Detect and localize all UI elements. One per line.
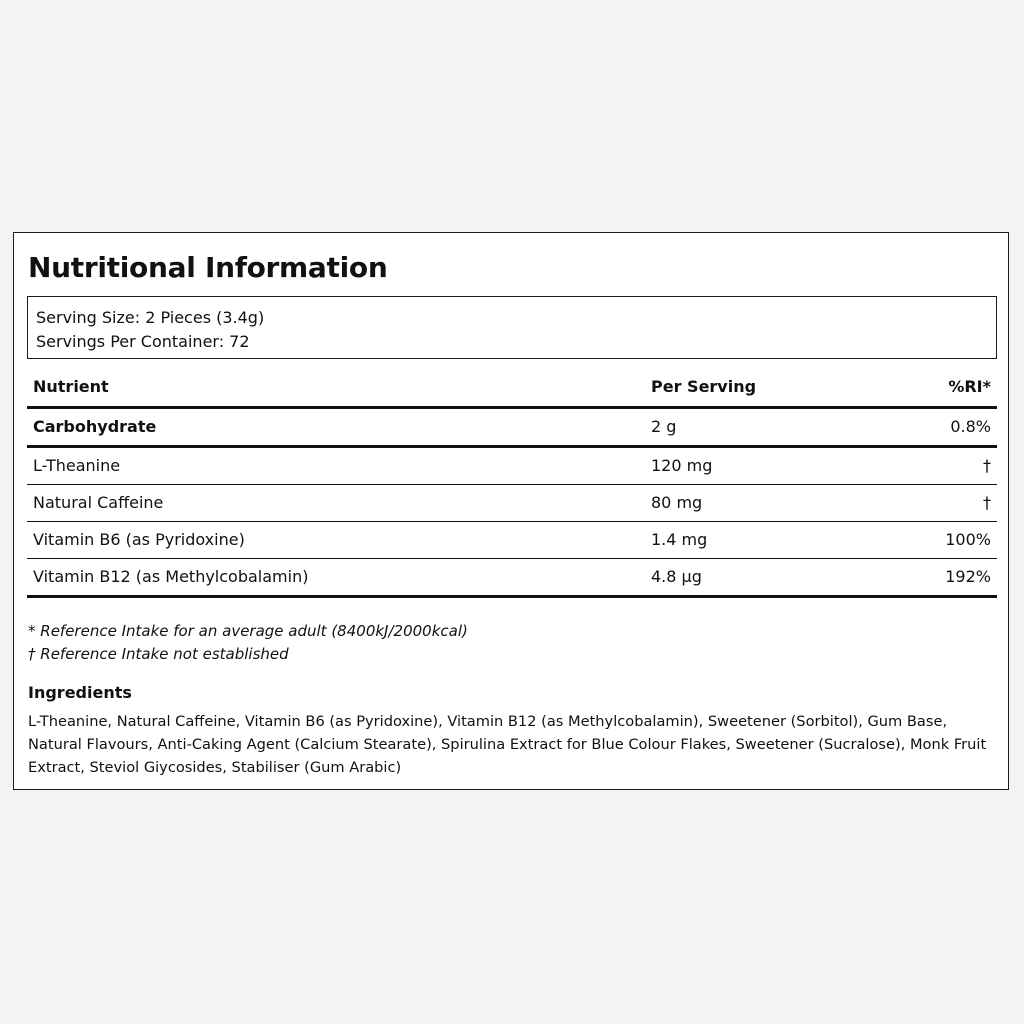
serving-size: Serving Size: 2 Pieces (3.4g) <box>36 308 265 327</box>
nutrient-ri: † <box>983 493 991 512</box>
footnotes <box>28 620 468 666</box>
nutrient-amount: 2 g <box>651 417 677 436</box>
nutrient-table <box>27 368 997 598</box>
page-title: Nutritional Information <box>28 251 388 284</box>
footnote-not-established: † Reference Intake not established <box>28 645 289 663</box>
header-nutrient: Nutrient <box>33 377 109 396</box>
header-per-serving: Per Serving <box>651 377 757 396</box>
nutrition-panel <box>13 232 1009 790</box>
table-row <box>27 409 997 445</box>
serving-info-box <box>27 296 997 359</box>
nutrient-amount: 80 mg <box>651 493 703 512</box>
nutrient-ri: 0.8% <box>950 417 991 436</box>
header-ri: %RI* <box>948 377 991 396</box>
nutrient-name: Carbohydrate <box>33 417 157 436</box>
ingredients-list: L-Theanine, Natural Caffeine, Vitamin B6 (as Pyridoxine), Vitamin B12 (as Methylcobalamin), Sweetener (Sorbitol), Gum Base, Natural Flavours, Anti-Caking Agent (Calcium Stearate), Spirulina Extract for Blue Colour Flakes, Sweetener (Sucralose), Monk Fruit Extract, Steviol Giycosides, Stabiliser (Gum Arabic) <box>28 713 987 776</box>
nutrient-ri: 100% <box>945 530 991 549</box>
nutrient-name: Vitamin B12 (as Methylcobalamin) <box>33 567 309 586</box>
nutrient-name: L-Theanine <box>33 456 121 475</box>
servings-per-container: Servings Per Container: 72 <box>36 332 250 351</box>
nutrient-name: Vitamin B6 (as Pyridoxine) <box>33 530 245 549</box>
nutrient-amount: 4.8 µg <box>651 567 702 586</box>
ingredients-heading: Ingredients <box>28 683 132 702</box>
nutrient-name: Natural Caffeine <box>33 493 164 512</box>
table-header-row <box>27 368 997 406</box>
nutrient-ri: 192% <box>945 567 991 586</box>
table-row <box>27 559 997 595</box>
table-row <box>27 522 997 558</box>
footnote-reference-intake: * Reference Intake for an average adult (8400kJ/2000kcal) <box>28 622 468 640</box>
table-row <box>27 448 997 484</box>
nutrient-amount: 1.4 mg <box>651 530 708 549</box>
nutrient-ri: † <box>983 456 991 475</box>
divider-thick <box>27 595 997 598</box>
nutrient-amount: 120 mg <box>651 456 713 475</box>
table-row <box>27 485 997 521</box>
